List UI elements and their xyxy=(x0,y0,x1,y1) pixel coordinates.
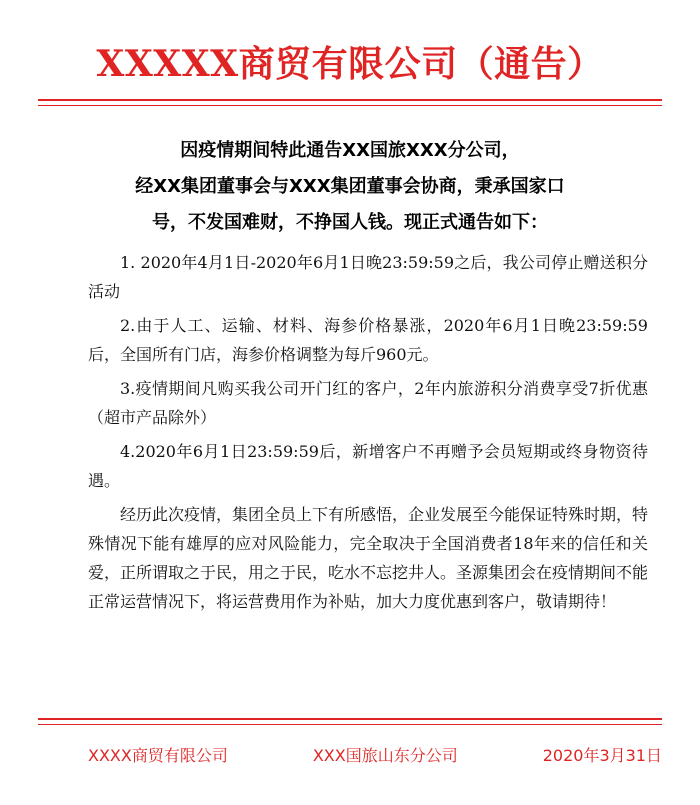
notice-title: XXXXX商贸有限公司（通告） xyxy=(96,43,604,85)
header-rule-bottom xyxy=(38,105,662,106)
intro-line: 因疫情期间特此通告XX国旅XXX分公司， xyxy=(180,140,520,161)
footer-branch: XXX国旅山东分公司 xyxy=(312,746,458,765)
header-rule-top xyxy=(38,99,662,101)
notice-body xyxy=(88,248,648,616)
notice-footer xyxy=(0,743,700,766)
notice-intro xyxy=(40,133,660,241)
notice-item-4: 4.2020年6月1日23:59:59后，新增客户不再赠予会员短期或终身物资待遇。 xyxy=(88,442,648,490)
notice-item-2: 2.由于人工、运输、材料、海参价格暴涨，2020年6月1日晚23:59:59后，全国所有门店，海参价格调整为每斤960元。 xyxy=(88,316,648,364)
notice-item-1: 1. 2020年4月1日-2020年6月1日晚23:59:59之后，我公司停止赠送积分活动 xyxy=(88,253,648,301)
footer-rule-bottom xyxy=(38,724,662,725)
footer-date: 2020年3月31日 xyxy=(542,746,662,765)
notice-item-3: 3.疫情期间凡购买我公司开门红的客户，2年内旅游积分消费享受7折优惠（超市产品除外） xyxy=(88,379,648,427)
intro-line: 号，不发国难财，不挣国人钱。现正式通告如下： xyxy=(152,212,548,233)
footer-rule-top xyxy=(38,718,662,720)
intro-line: 经XX集团董事会与XXX集团董事会协商，秉承国家口 xyxy=(135,176,565,197)
notice-closing-paragraph: 经历此次疫情，集团全员上下有所感悟，企业发展至今能保证特殊时期，特殊情况下能有雄厚的应对风险能力，完全取决于全国消费者18年来的信任和关爱，正所谓取之于民，用之于民，吃水不忘挖井人。圣源集团会在疫情期间不能正常运营情况下，将运营费用作为补贴，加大力度优惠到客户，敬请期待！ xyxy=(88,505,649,611)
footer-company: XXXX商贸有限公司 xyxy=(88,746,228,765)
